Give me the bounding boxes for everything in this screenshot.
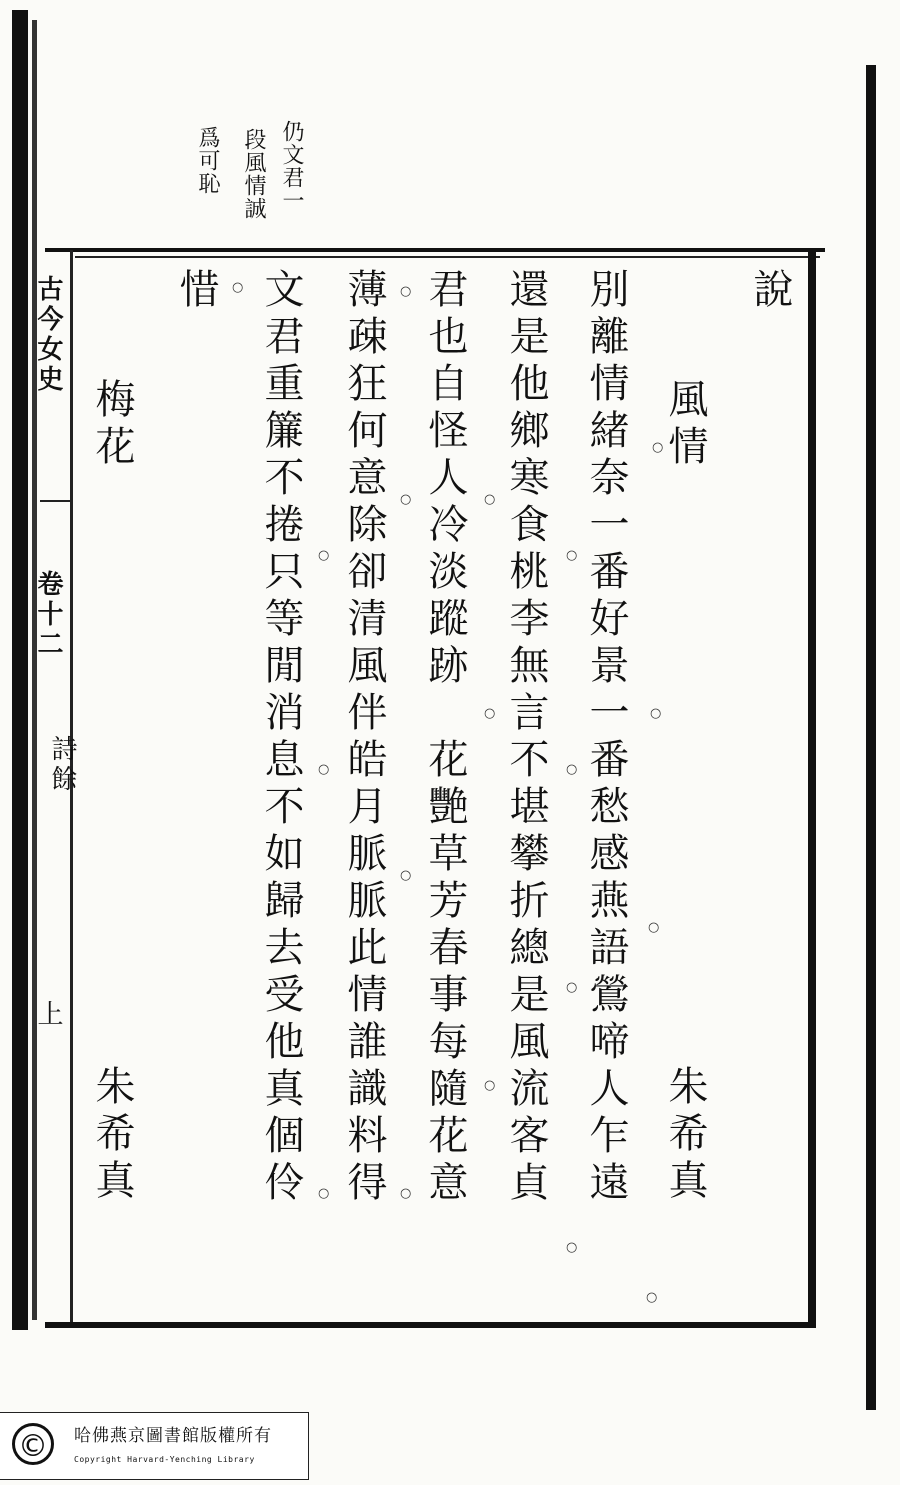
page-edge-right bbox=[866, 65, 876, 1410]
frame-right-border bbox=[808, 250, 816, 1328]
punctuation-mark: ○ bbox=[566, 1240, 578, 1255]
copyright-text-chinese: 哈佛燕京圖書館版權所有 bbox=[74, 1426, 272, 1446]
frame-top-border-inner bbox=[75, 256, 820, 258]
punctuation-mark: ○ bbox=[232, 280, 244, 295]
poem-author: 朱希真 bbox=[662, 1065, 708, 1206]
punctuation-mark: ○ bbox=[566, 548, 578, 563]
text-column-3: 君也自怪人冷淡蹤跡 花艷草芳春事每隨花意 bbox=[422, 268, 468, 1208]
punctuation-mark: ○ bbox=[652, 440, 664, 455]
punctuation-mark: ○ bbox=[484, 706, 496, 721]
copyright-icon: © bbox=[12, 1423, 54, 1465]
copyright-text-english: Copyright Harvard-Yenching Library bbox=[74, 1455, 255, 1464]
punctuation-mark: ○ bbox=[484, 1078, 496, 1093]
text-column-6: 惜 bbox=[173, 268, 219, 315]
punctuation-mark: ○ bbox=[318, 548, 330, 563]
page-edge-left-inner bbox=[32, 20, 37, 1320]
next-poem-author: 朱希真 bbox=[89, 1065, 135, 1206]
punctuation-mark: ○ bbox=[400, 1186, 412, 1201]
text-column-5: 文君重簾不捲只等閒消息不如歸去受他真個伶 bbox=[258, 268, 304, 1208]
punctuation-mark: ○ bbox=[650, 706, 662, 721]
next-poem-title: 梅花 bbox=[89, 378, 135, 472]
punctuation-mark: ○ bbox=[400, 868, 412, 883]
punctuation-mark: ○ bbox=[646, 1290, 658, 1305]
punctuation-mark: ○ bbox=[400, 492, 412, 507]
punctuation-mark: ○ bbox=[400, 284, 412, 299]
poem-title: 風情 bbox=[662, 378, 708, 472]
frame-bottom-border bbox=[45, 1322, 810, 1328]
copyright-stamp bbox=[0, 1412, 309, 1480]
punctuation-mark: ○ bbox=[484, 492, 496, 507]
punctuation-mark: ○ bbox=[318, 1186, 330, 1201]
spine-category: 詩餘 bbox=[47, 735, 77, 795]
fishtail-mark bbox=[40, 500, 70, 562]
page-edge-left bbox=[12, 10, 28, 1330]
margin-note-line-3: 爲可恥 bbox=[195, 126, 220, 195]
text-column-4: 薄疎狂何意除卻清風伴皓月脈脈此情誰識料得 bbox=[341, 268, 387, 1208]
punctuation-mark: ○ bbox=[566, 762, 578, 777]
margin-note-line-1: 仍文君一 bbox=[279, 120, 304, 212]
genre-header: 說 bbox=[747, 268, 793, 315]
margin-note-line-2: 段風情誠 bbox=[241, 128, 266, 220]
spine-juan: 卷十二 bbox=[33, 570, 63, 660]
text-column-1: 別離情緒奈一番好景一番愁感燕語鶯啼人乍遠 bbox=[583, 268, 629, 1208]
spine-page-number: 上 bbox=[33, 1000, 63, 1030]
text-column-2: 還是他鄉寒食桃李無言不堪攀折總是風流客貞 bbox=[503, 268, 549, 1208]
frame-top-border bbox=[45, 248, 825, 252]
spine-title: 古今女史 bbox=[33, 275, 63, 395]
punctuation-mark: ○ bbox=[566, 980, 578, 995]
punctuation-mark: ○ bbox=[318, 762, 330, 777]
punctuation-mark: ○ bbox=[648, 920, 660, 935]
